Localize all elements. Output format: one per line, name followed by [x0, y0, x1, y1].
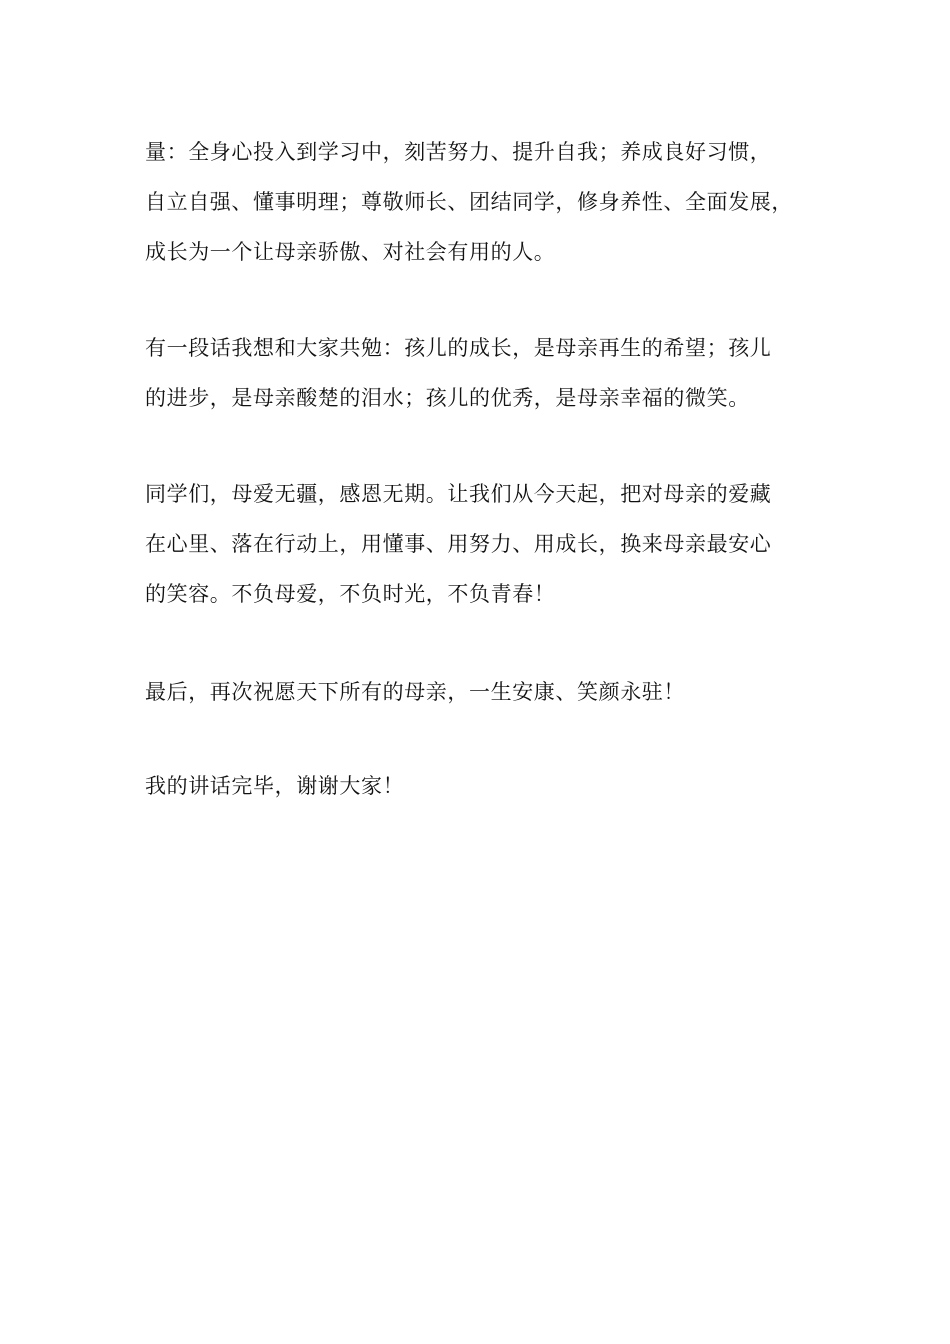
- paragraph-5: [145, 761, 835, 811]
- paragraph-line: 的笑容。不负母爱，不负时光，不负青春！: [145, 582, 556, 606]
- paragraph-line: 我的讲话完毕，谢谢大家！: [145, 774, 405, 798]
- paragraph-line: 量：全身心投入到学习中，刻苦努力、提升自我；养成良好习惯，: [145, 140, 772, 164]
- paragraph-3: [145, 469, 835, 619]
- document-body: [145, 127, 835, 857]
- paragraph-1: [145, 127, 835, 277]
- paragraph-line: 自立自强、懂事明理；尊敬师长、团结同学，修身养性、全面发展，: [145, 190, 793, 214]
- paragraph-2: [145, 323, 835, 423]
- paragraph-line: 有一段话我想和大家共勉：孩儿的成长，是母亲再生的希望；孩儿: [145, 336, 772, 360]
- paragraph-line: 成长为一个让母亲骄傲、对社会有用的人。: [145, 240, 556, 264]
- paragraph-line: 同学们，母爱无疆，感恩无期。让我们从今天起，把对母亲的爱藏: [145, 482, 772, 506]
- paragraph-line: 的进步，是母亲酸楚的泪水；孩儿的优秀，是母亲幸福的微笑。: [145, 386, 750, 410]
- paragraph-line: 最后，再次祝愿天下所有的母亲，一生安康、笑颜永驻！: [145, 680, 685, 704]
- paragraph-4: [145, 667, 835, 717]
- paragraph-line: 在心里、落在行动上，用懂事、用努力、用成长，换来母亲最安心: [145, 532, 772, 556]
